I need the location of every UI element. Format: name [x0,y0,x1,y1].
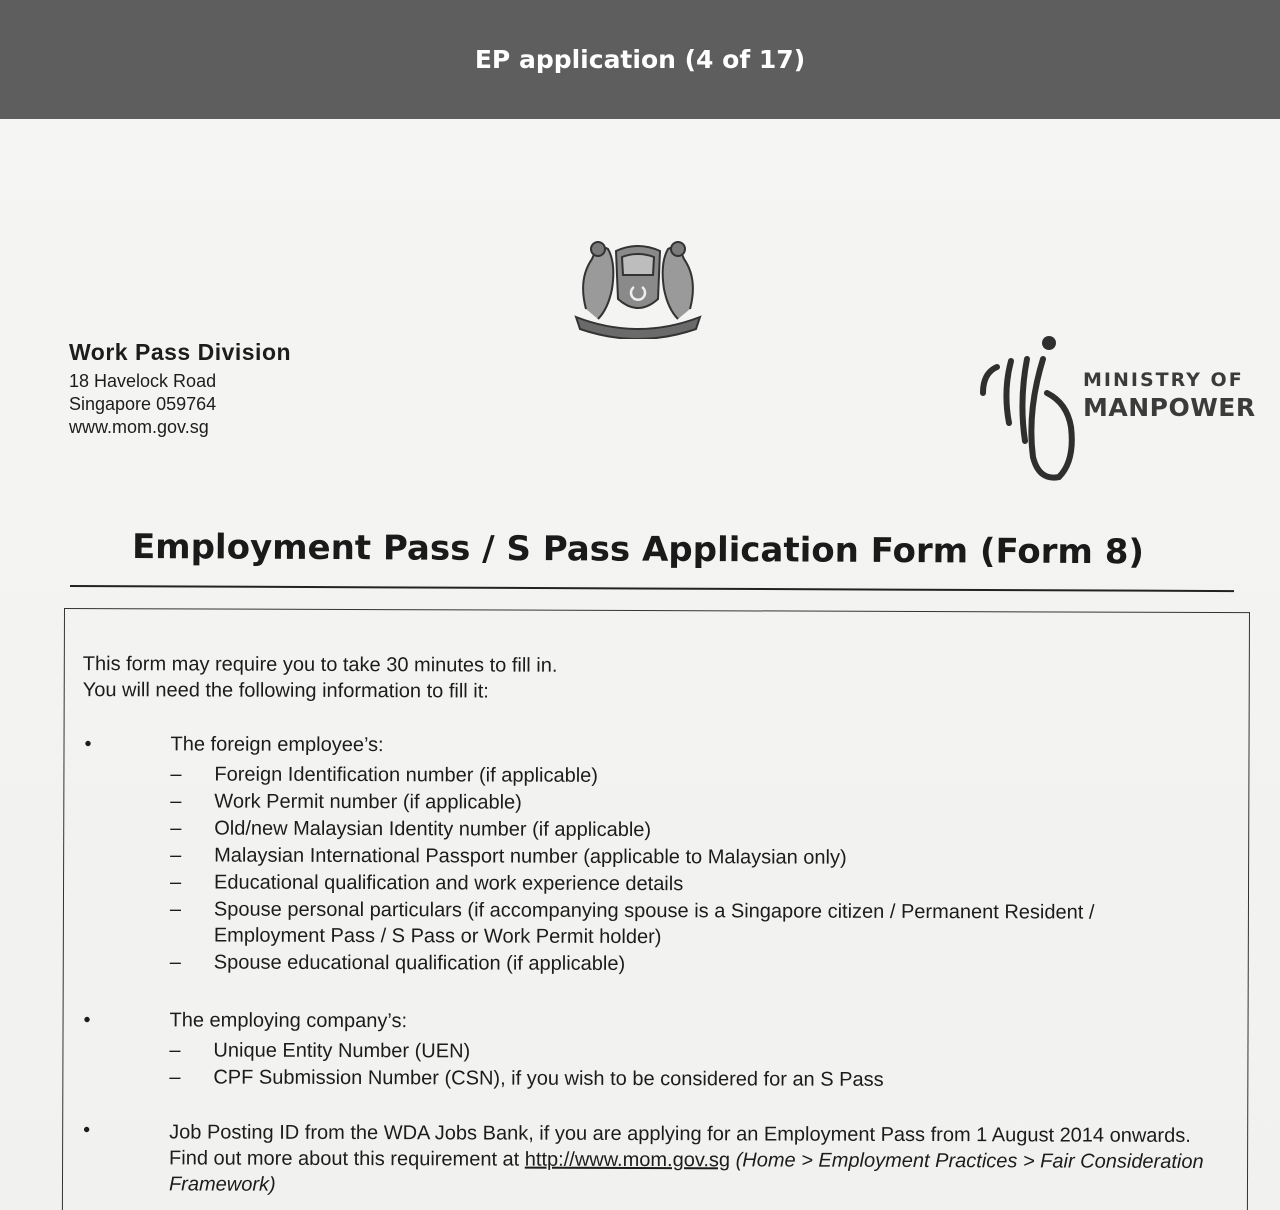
intro-line-1: This form may require you to take 30 minutes to fill in. [82,653,558,677]
company-info-list [169,1037,1209,1095]
list-item [170,949,1210,979]
mom-wordmark [1083,369,1256,422]
dash: – [169,1039,181,1062]
address-line-1: 18 Havelock Road [69,371,217,391]
list-item-text: Spouse educational qualification (if applicable) [213,951,626,975]
list-item-text: Unique Entity Number (UEN) [213,1039,471,1063]
list-item [169,1037,1209,1067]
list-item-text: Foreign Identification number (if applicable) [214,763,599,787]
form-info-box [62,608,1250,1210]
job-posting-paragraph [169,1119,1209,1201]
list-item [170,815,1210,845]
division-name: Work Pass Division [69,339,292,365]
company-info-group [82,1009,1222,1091]
form-title: Employment Pass / S Pass Application Form (Form 8) [131,527,1145,573]
list-item [170,896,1210,952]
mom-website-link[interactable]: http://www.mom.gov.sg [524,1148,731,1172]
group-heading: The foreign employee’s: [170,733,384,757]
list-item [170,788,1210,818]
viewer-title: EP application (4 of 17) [474,45,806,74]
mom-emblem-icon [975,331,1080,491]
singapore-crest-logo [568,229,708,339]
title-divider [70,585,1234,592]
list-item-text: Old/new Malaysian Identity number (if applicable) [214,817,652,842]
list-item [169,1064,1209,1094]
list-item [170,869,1210,899]
list-item [170,842,1210,872]
address-line-2: Singapore 059764 [69,394,217,414]
list-item-text: Spouse personal particulars (if accompanying spouse is a Singapore citizen / Permanent Resident / Employment Pass / S Pass or Work Permit holder) [213,898,1095,949]
list-item-text: Malaysian International Passport number (applicable to Malaysian only) [214,844,847,869]
bullet: • [83,1119,91,1142]
group-heading: The employing company’s: [169,1009,408,1033]
mom-wordmark-line2: MANPOWER [1083,393,1256,422]
intro-text [83,651,558,705]
dash: – [170,871,182,894]
sender-address-block [69,339,291,439]
employee-info-group [83,733,1223,975]
dash: – [169,898,182,921]
dash: – [169,951,181,974]
document-page[interactable] [0,119,1280,1210]
viewer-title-bar [0,0,1280,119]
bullet: • [84,733,92,756]
bullet: • [83,1009,91,1032]
mom-wordmark-line1: MINISTRY OF [1083,369,1244,391]
list-item [170,761,1210,791]
list-item-text: Educational qualification and work experience details [214,871,684,896]
dash: – [170,817,182,840]
navigation-path: (Home > Employment Practices > Fair Consideration Framework) [168,1149,1204,1196]
website-text: www.mom.gov.sg [69,417,209,437]
dash: – [169,1066,181,1089]
job-posting-group [81,1119,1221,1196]
dash: – [170,790,182,813]
intro-line-2: You will need the following information to fill it: [82,679,489,703]
employee-info-list [170,761,1211,980]
list-item-text: CPF Submission Number (CSN), if you wish to be considered for an S Pass [213,1066,884,1091]
dash: – [170,763,182,786]
job-posting-text: Job Posting ID from the WDA Jobs Bank, if you are applying for an Employment Pass from 1 August 2014 onwards. Find out more about this requirement at [169,1121,1191,1171]
dash: – [170,844,182,867]
ministry-of-manpower-logo [975,331,1265,491]
list-item-text: Work Permit number (if applicable) [214,790,522,814]
